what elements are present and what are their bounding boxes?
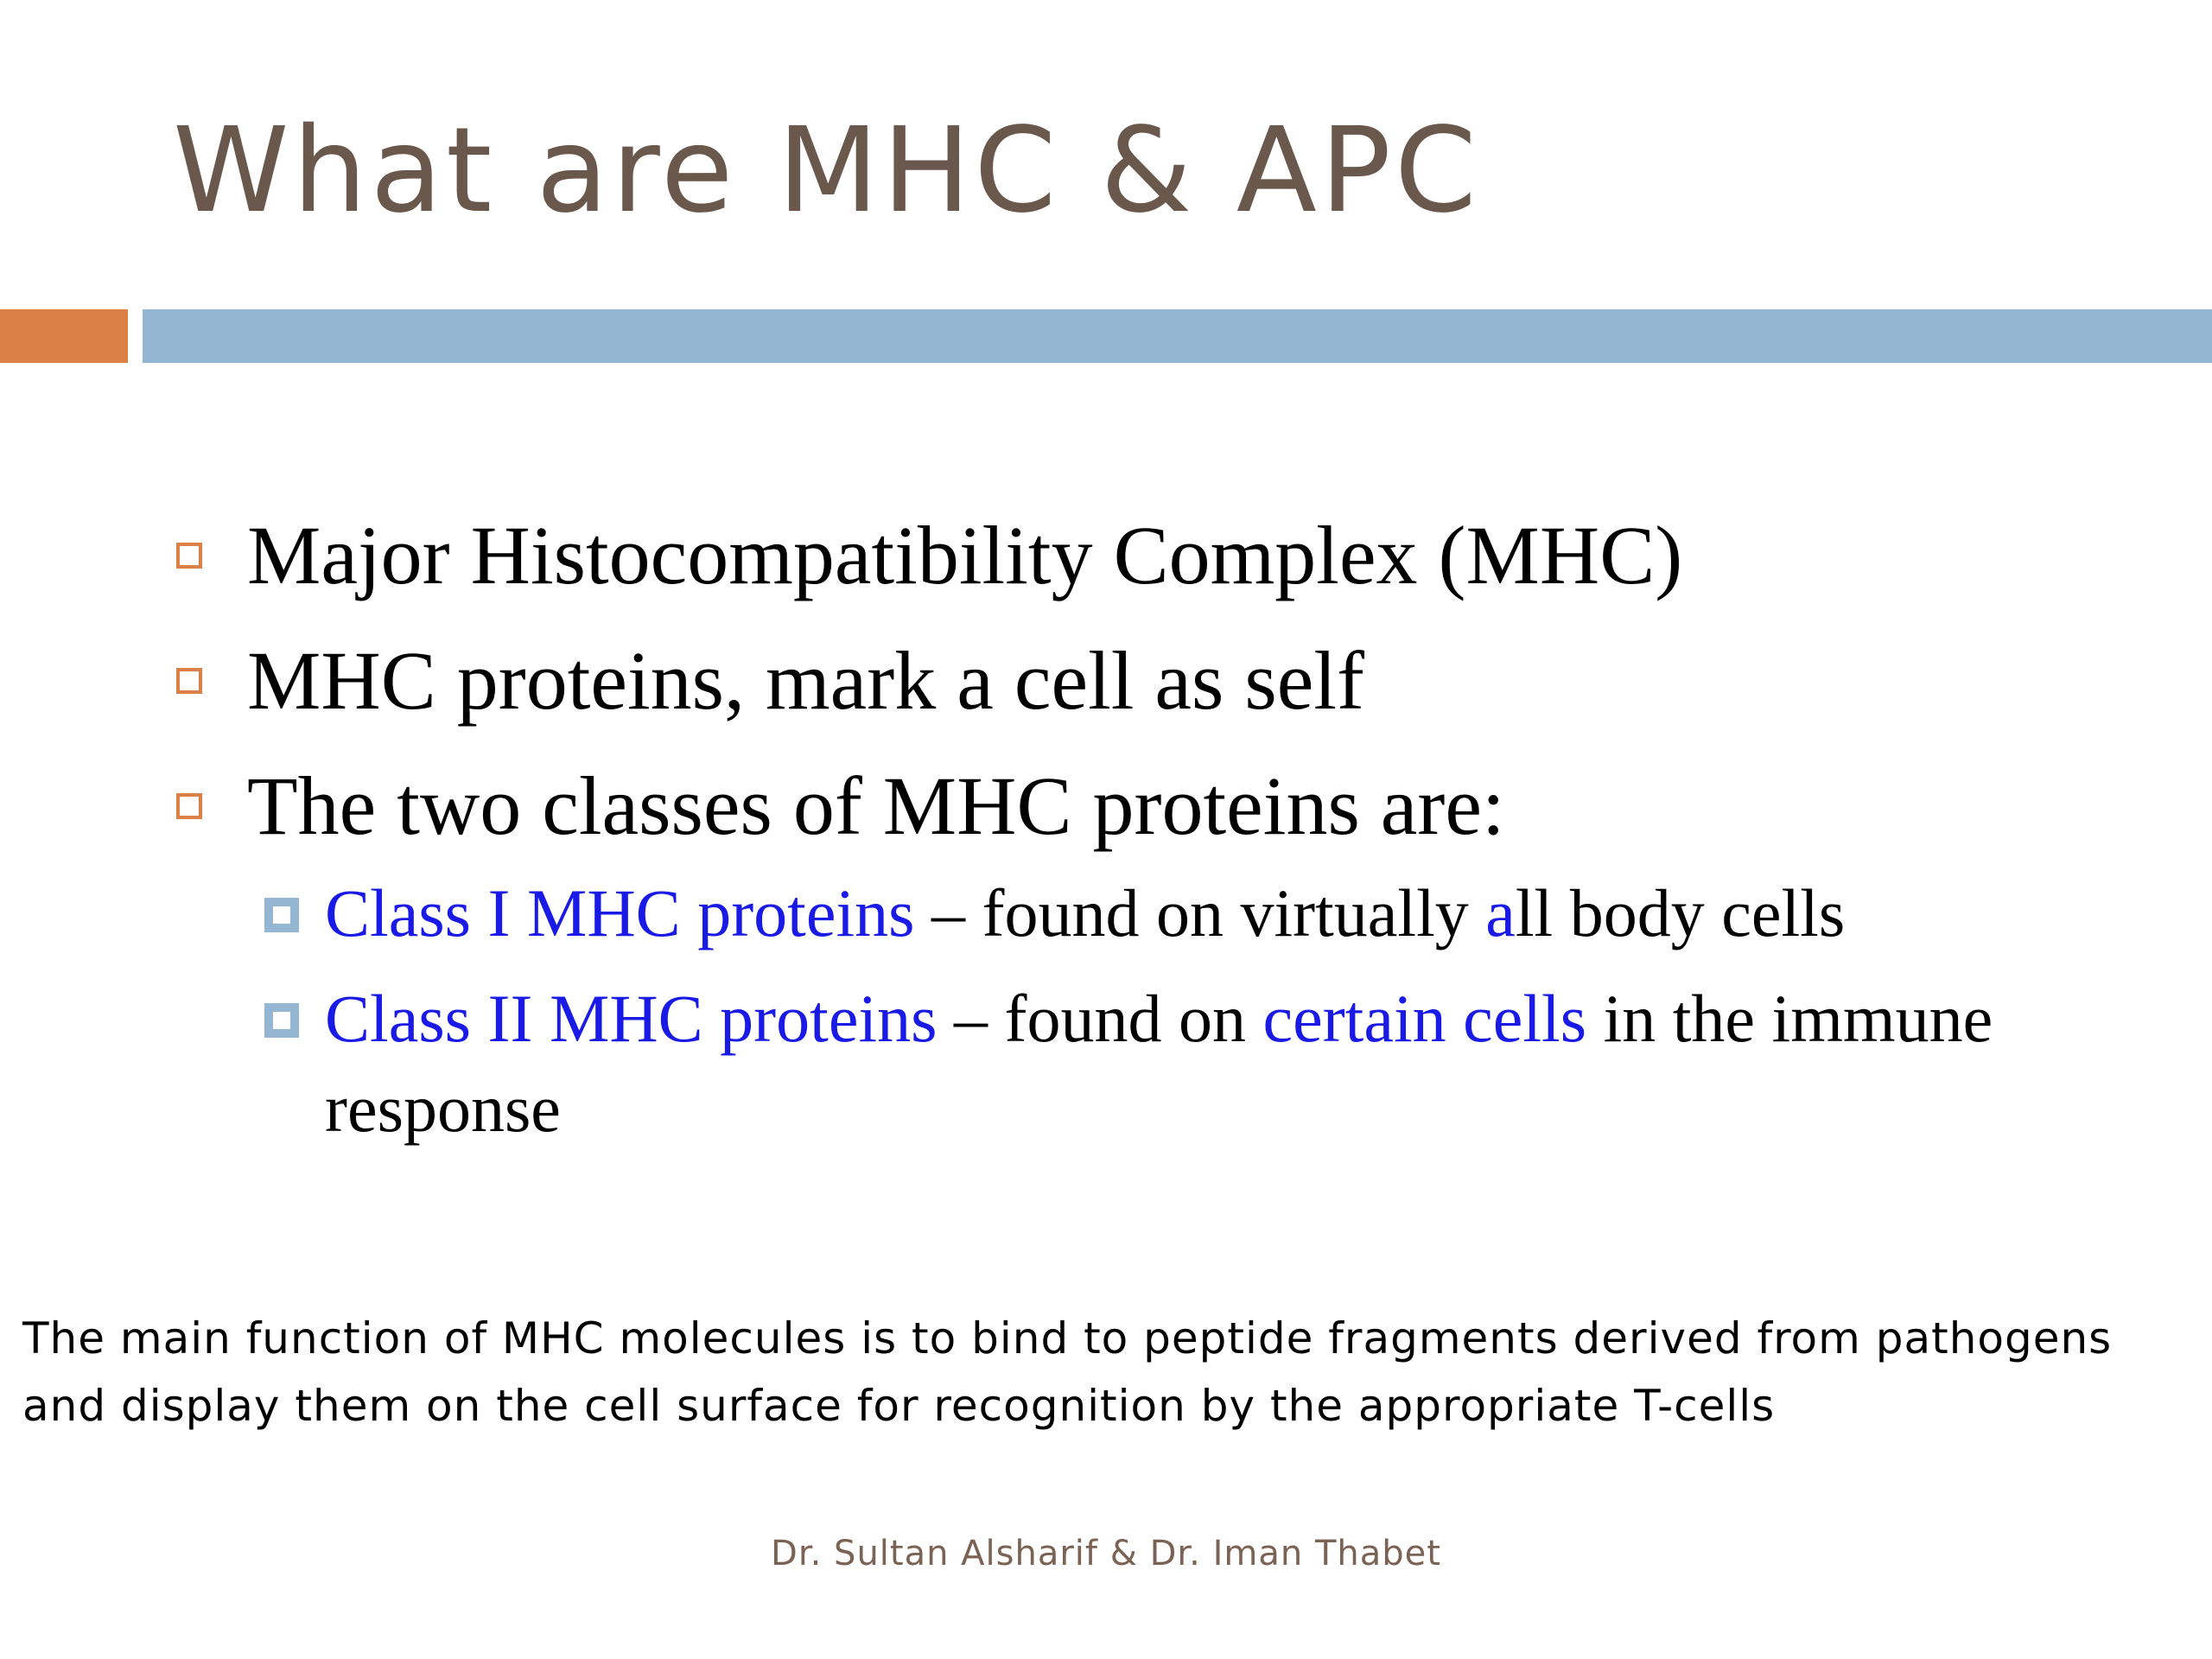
filled-square-bullet-icon (264, 898, 299, 932)
bullet-list (173, 493, 2160, 1154)
sub-bullet-class-2 (173, 974, 2139, 1154)
bullet-text: Major Histocompatibility Complex (MHC) (247, 509, 1683, 601)
class-1-text-b: ll body cells (1515, 875, 1846, 950)
bullet-text: MHC proteins, mark a cell as self (247, 634, 1364, 727)
bullet-item (173, 618, 2160, 743)
title-divider-bar (143, 309, 2212, 363)
filled-square-bullet-icon (264, 1003, 299, 1038)
class-2-term: Class II MHC proteins (325, 981, 938, 1056)
title-accent-bar (0, 309, 128, 363)
hollow-square-bullet-icon (176, 793, 202, 819)
class-2-text-a: – found on (937, 981, 1263, 1056)
bullet-text: The two classes of MHC proteins are: (247, 760, 1505, 852)
class-1-highlight: a (1485, 875, 1516, 950)
hollow-square-bullet-icon (176, 668, 202, 694)
mhc-function-note: The main function of MHC molecules is to bind to peptide fragments derived from pathogens and display them on the cell surface for recognition by the appropriate T-cells (22, 1313, 2113, 1431)
sub-bullet-class-1 (173, 868, 2139, 958)
class-2-text-b: in the immune response (325, 981, 1993, 1146)
class-1-text-a: – found on virtually (914, 875, 1486, 950)
hollow-square-bullet-icon (176, 543, 202, 569)
class-1-term: Class I MHC proteins (325, 875, 915, 950)
class-2-highlight: certain cells (1262, 981, 1587, 1056)
bullet-item (173, 743, 2160, 868)
slide-title: What are MHC & APC (173, 103, 1480, 239)
bullet-item (173, 493, 2160, 618)
slide-footer-authors: Dr. Sultan Alsharif & Dr. Iman Thabet (771, 1534, 1441, 1573)
